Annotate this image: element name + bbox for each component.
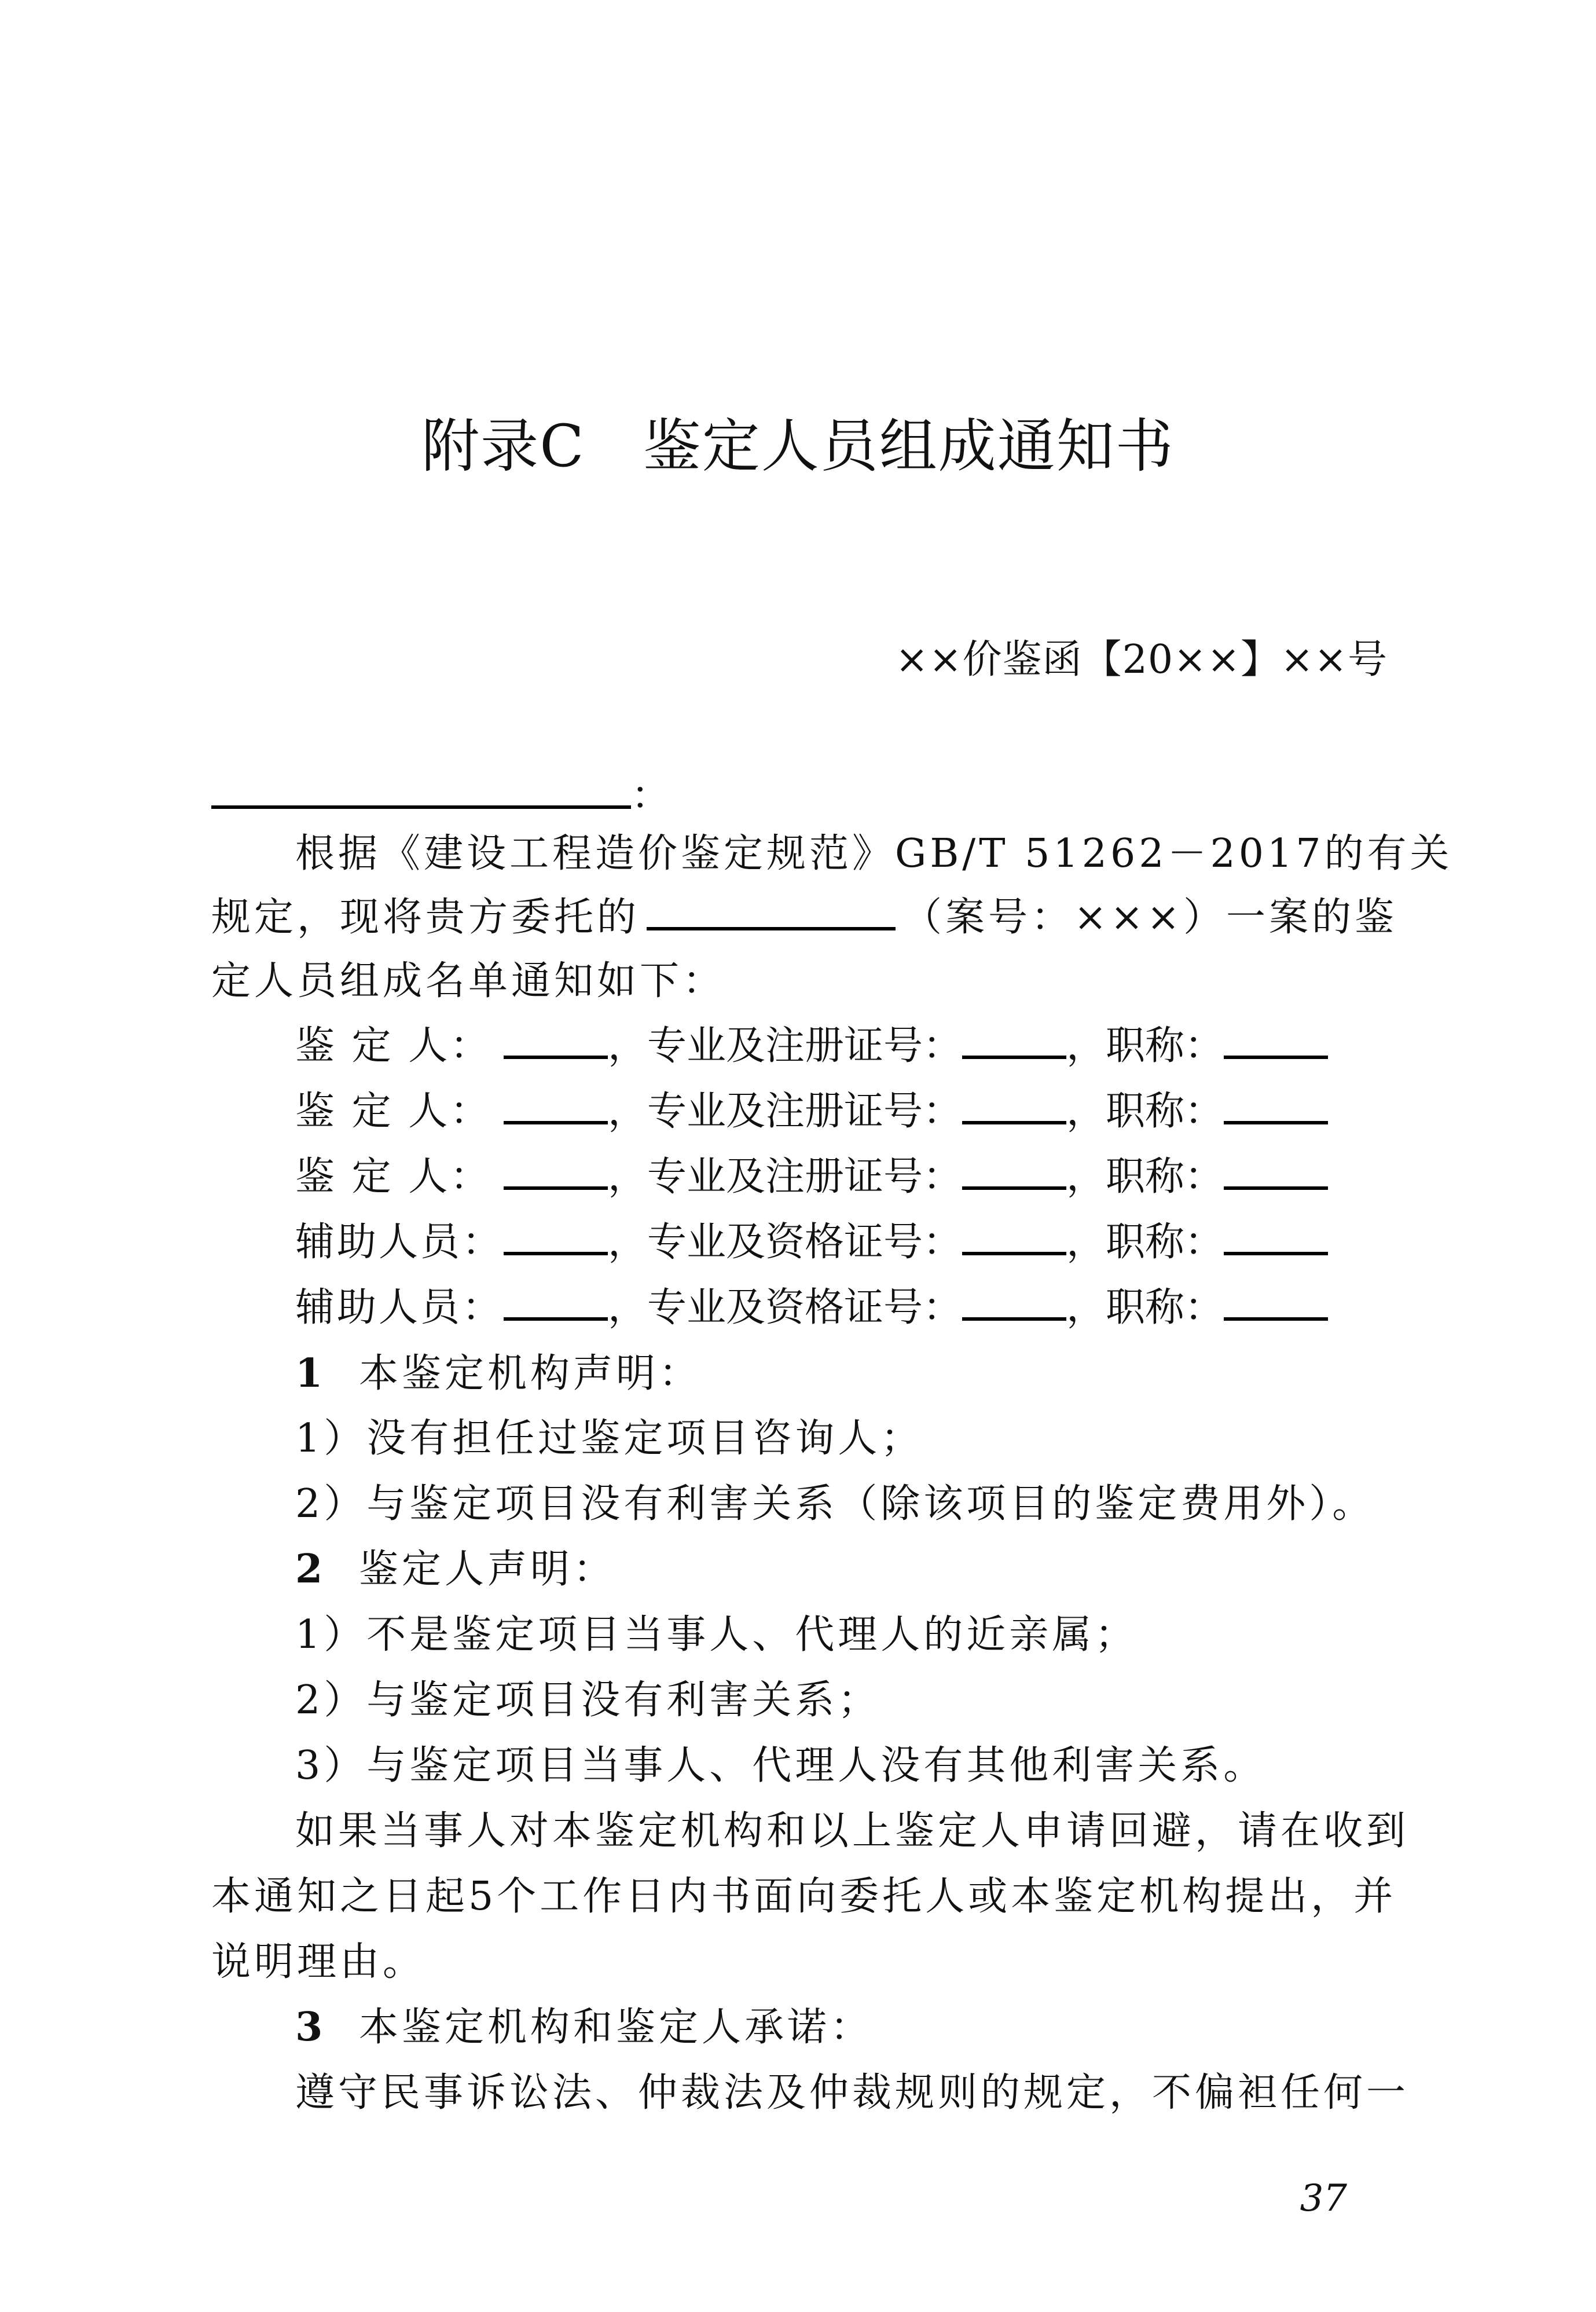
appendix-label: 附录C bbox=[421, 412, 585, 480]
personnel-row: 鉴 定 人： ，专业及注册证号： ，职称： bbox=[295, 1014, 1328, 1071]
personnel-row: 鉴 定 人： ，专业及注册证号： ，职称： bbox=[295, 1080, 1328, 1136]
section-3-heading: 3 本鉴定机构和鉴定人承诺： bbox=[295, 2004, 874, 2050]
avoidance-line-2: 本通知之日起5个工作日内书面向委托人或本鉴定机构提出，并 bbox=[211, 1874, 1397, 1919]
cert-blank[interactable] bbox=[962, 1021, 1066, 1059]
cert-blank[interactable] bbox=[962, 1283, 1066, 1321]
cert-blank[interactable] bbox=[962, 1152, 1066, 1190]
page-number: 37 bbox=[1300, 2177, 1347, 2220]
intro-line-1: 根据《建设工程造价鉴定规范》GB/T 51262－2017的有关 bbox=[295, 831, 1453, 877]
section-2-item: 1）不是鉴定项目当事人、代理人的近亲属； bbox=[295, 1612, 1138, 1658]
page-title bbox=[0, 400, 1596, 483]
title-main: 鉴定人员组成通知书 bbox=[643, 412, 1175, 480]
title-blank[interactable] bbox=[1224, 1152, 1328, 1190]
section-1-heading: 1 本鉴定机构声明： bbox=[295, 1350, 702, 1397]
avoidance-line-1: 如果当事人对本鉴定机构和以上鉴定人申请回避，请在收到 bbox=[295, 1808, 1410, 1854]
intro-line-3: 定人员组成名单通知如下： bbox=[211, 958, 726, 1004]
case-name-blank[interactable] bbox=[647, 892, 896, 930]
section-3-line-1: 遵守民事诉讼法、仲裁法及仲裁规则的规定，不偏袒任何一 bbox=[295, 2070, 1410, 2116]
cert-blank[interactable] bbox=[962, 1217, 1066, 1255]
personnel-row: 辅助人员： ，专业及资格证号： ，职称： bbox=[295, 1211, 1328, 1267]
title-blank[interactable] bbox=[1224, 1283, 1328, 1321]
name-blank[interactable] bbox=[504, 1086, 608, 1124]
section-2-heading: 2 鉴定人声明： bbox=[295, 1546, 617, 1592]
avoidance-line-3: 说明理由。 bbox=[211, 1939, 426, 1985]
name-blank[interactable] bbox=[504, 1217, 608, 1255]
name-blank[interactable] bbox=[504, 1283, 608, 1321]
section-1-item: 1）没有担任过鉴定项目咨询人； bbox=[295, 1416, 924, 1461]
personnel-row: 鉴 定 人： ，专业及注册证号： ，职称： bbox=[295, 1145, 1328, 1201]
section-1-item: 2）与鉴定项目没有利害关系（除该项目的鉴定费用外）。 bbox=[295, 1481, 1375, 1527]
title-blank[interactable] bbox=[1224, 1217, 1328, 1255]
title-blank[interactable] bbox=[1224, 1021, 1328, 1059]
cert-blank[interactable] bbox=[962, 1086, 1066, 1124]
intro-line-2: 规定，现将贵方委托的 （案号：×××）一案的鉴 bbox=[211, 886, 1397, 942]
name-blank[interactable] bbox=[504, 1152, 608, 1190]
addressee-line: ： bbox=[211, 764, 674, 820]
addressee-blank[interactable] bbox=[211, 771, 631, 809]
name-blank[interactable] bbox=[504, 1021, 608, 1059]
title-blank[interactable] bbox=[1224, 1086, 1328, 1124]
personnel-row: 辅助人员： ，专业及资格证号： ，职称： bbox=[295, 1276, 1328, 1332]
section-2-item: 2）与鉴定项目没有利害关系； bbox=[295, 1677, 881, 1723]
reference-number: ××价鉴函【20××】××号 bbox=[895, 637, 1388, 683]
section-2-item: 3）与鉴定项目当事人、代理人没有其他利害关系。 bbox=[295, 1743, 1267, 1789]
